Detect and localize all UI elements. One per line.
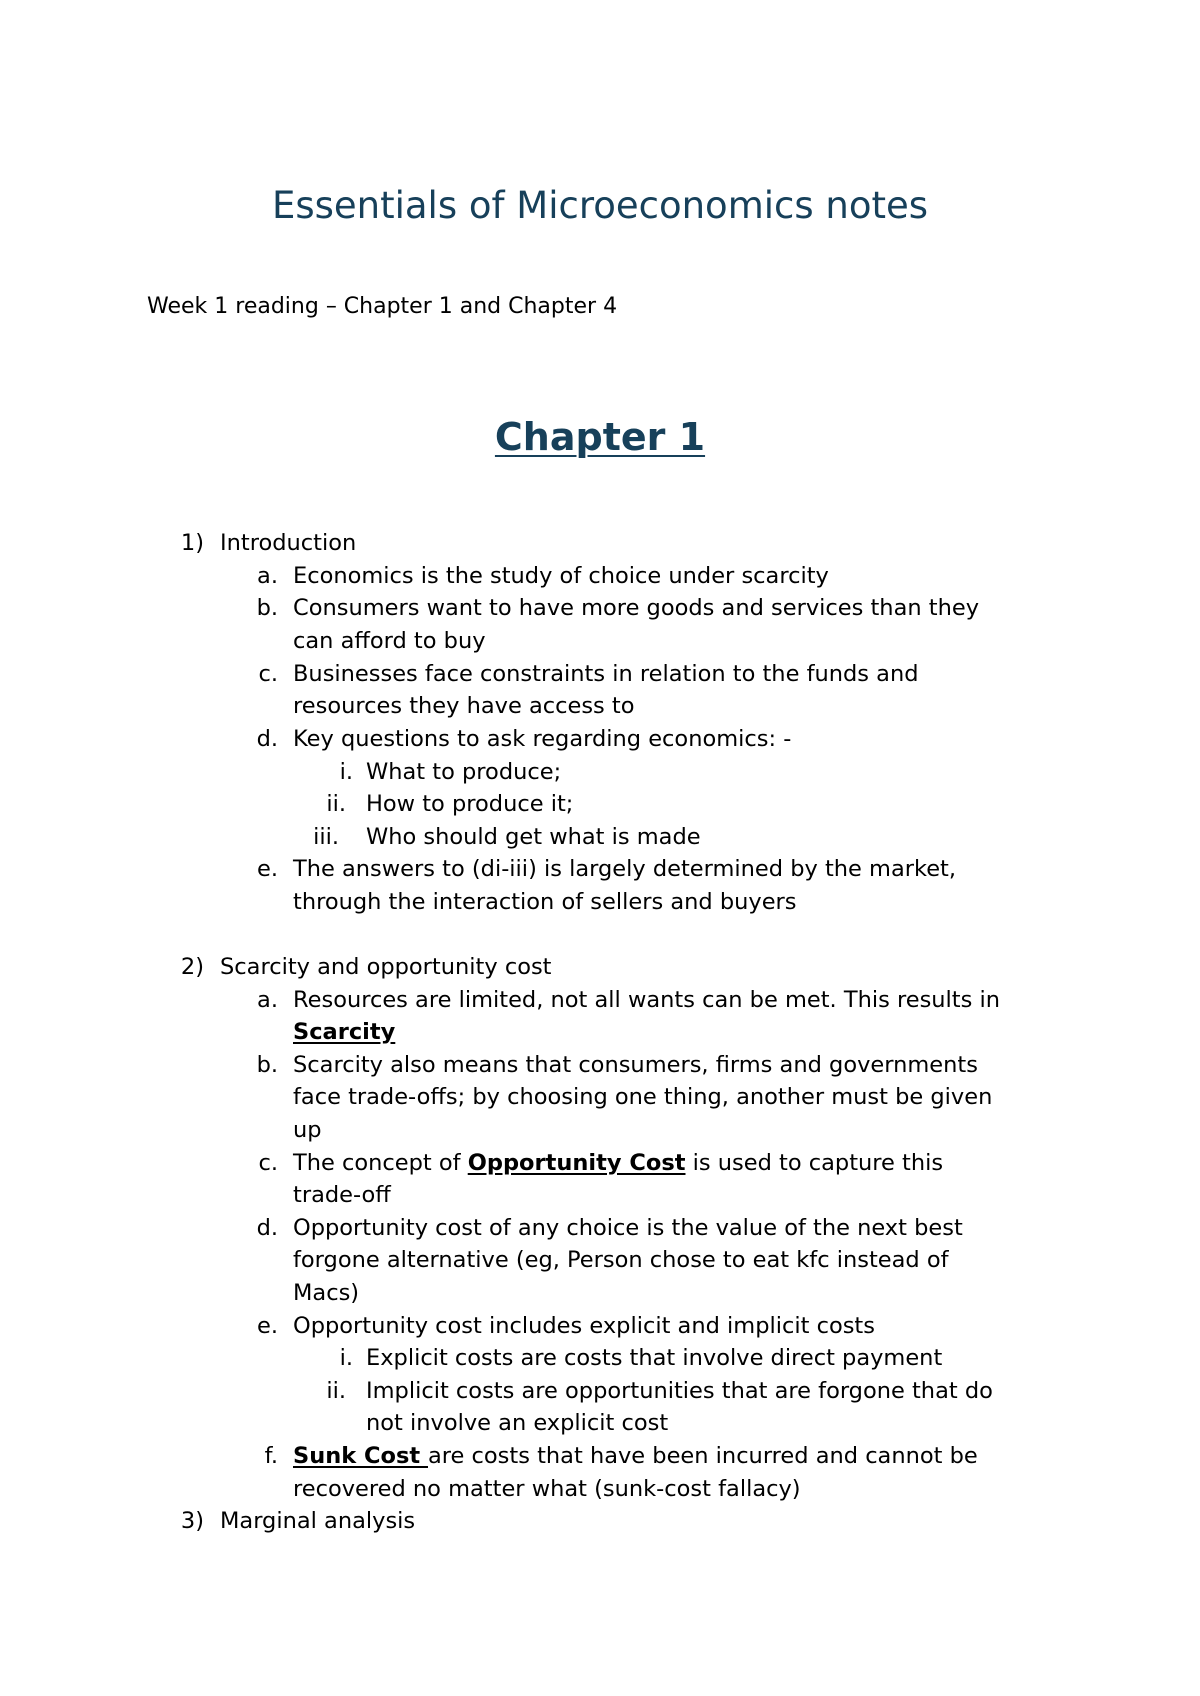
list-item-marker: e. <box>257 856 278 882</box>
list-item-text <box>293 1148 943 1178</box>
sub-item-marker: i. <box>339 1345 353 1371</box>
list-item-text: through the interaction of sellers and buyers <box>293 889 797 915</box>
section-marker: 3) <box>180 1508 204 1534</box>
list-item-marker: f. <box>264 1443 278 1469</box>
list-item-text: up <box>293 1117 322 1143</box>
sub-item-text: How to produce it; <box>366 791 574 817</box>
list-item-text <box>293 1441 978 1471</box>
list-item-text: forgone alternative (eg, Person chose to eat kfc instead of <box>293 1247 949 1273</box>
section-heading: Introduction <box>220 530 357 556</box>
key-term-sunk-cost: Sunk Cost <box>293 1443 428 1469</box>
sub-item-marker: ii. <box>326 1378 346 1404</box>
list-item-marker: d. <box>256 726 278 752</box>
list-item-text: trade-off <box>293 1182 391 1208</box>
list-item-text-before: The concept of <box>293 1150 468 1176</box>
list-item-marker: a. <box>257 563 278 589</box>
list-item-marker: b. <box>256 1052 278 1078</box>
list-item-marker: a. <box>257 987 278 1013</box>
list-item-text: The answers to (di-iii) is largely determined by the market, <box>293 856 957 882</box>
list-item-text: Key questions to ask regarding economics: - <box>293 726 792 752</box>
document-title: Essentials of Microeconomics notes <box>271 184 929 227</box>
list-item-text-after: are costs that have been incurred and cannot be <box>428 1443 978 1469</box>
list-item-text: Scarcity also means that consumers, firms and governments <box>293 1052 978 1078</box>
chapter-heading-text: Chapter 1 <box>494 415 706 459</box>
key-term-opportunity-cost: Opportunity Cost <box>467 1150 686 1176</box>
list-item-text: Resources are limited, not all wants can be met. This results in <box>293 987 1001 1013</box>
section-marker: 1) <box>180 530 204 556</box>
list-item-text: can afford to buy <box>293 628 486 654</box>
list-item-text: Macs) <box>293 1280 360 1306</box>
list-item-text: face trade-offs; by choosing one thing, another must be given <box>293 1084 993 1110</box>
list-item-text: Opportunity cost of any choice is the value of the next best <box>293 1215 963 1241</box>
list-item-text-after: is used to capture this <box>685 1150 944 1176</box>
list-item-marker: c. <box>258 661 278 687</box>
sub-item-text: Who should get what is made <box>366 824 701 850</box>
list-item-text: Businesses face constraints in relation to the funds and <box>293 661 919 687</box>
list-item-text: Opportunity cost includes explicit and implicit costs <box>293 1313 875 1339</box>
list-item-text: Economics is the study of choice under scarcity <box>293 563 829 589</box>
key-term-scarcity: Scarcity <box>293 1019 396 1045</box>
sub-item-text: Implicit costs are opportunities that are forgone that do <box>366 1378 993 1404</box>
list-item-text: resources they have access to <box>293 693 635 719</box>
sub-item-marker: i. <box>339 759 353 785</box>
sub-item-text: Explicit costs are costs that involve direct payment <box>366 1345 943 1371</box>
chapter-heading <box>0 412 1200 462</box>
list-item-text: recovered no matter what (sunk-cost fallacy) <box>293 1476 801 1502</box>
list-item-text: Consumers want to have more goods and services than they <box>293 595 980 621</box>
sub-item-text: What to produce; <box>366 759 562 785</box>
list-item-marker: c. <box>258 1150 278 1176</box>
document-subtitle: Week 1 reading – Chapter 1 and Chapter 4 <box>147 294 618 319</box>
list-item-marker: b. <box>256 595 278 621</box>
sub-item-marker: iii. <box>313 824 339 850</box>
section-heading: Marginal analysis <box>220 1508 416 1534</box>
sub-item-marker: ii. <box>326 791 346 817</box>
list-item-marker: e. <box>257 1313 278 1339</box>
section-marker: 2) <box>180 954 204 980</box>
section-heading: Scarcity and opportunity cost <box>220 954 552 980</box>
list-item-marker: d. <box>256 1215 278 1241</box>
sub-item-text: not involve an explicit cost <box>366 1410 669 1436</box>
